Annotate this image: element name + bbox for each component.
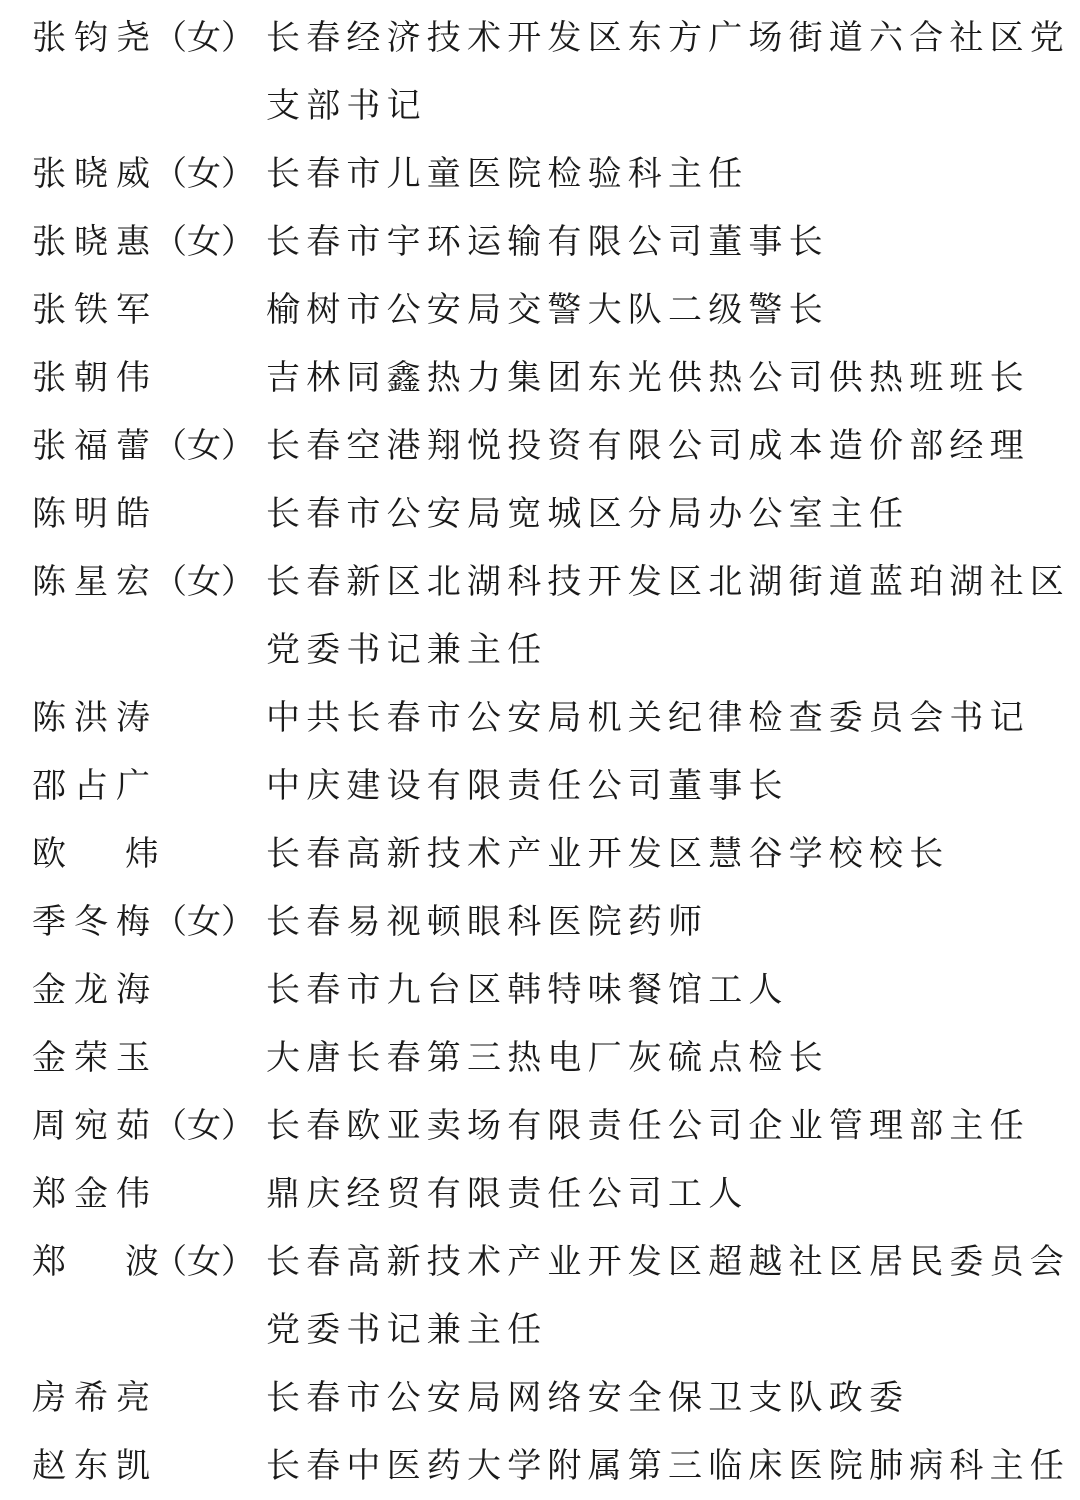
person-name: 张铁军: [32, 290, 158, 330]
person-name-char: 郑: [32, 1242, 66, 1282]
job-title: 长春经济技术开发区东方广场街道六合社区党: [266, 18, 1070, 58]
list-item: [0, 820, 1080, 888]
list-item: [0, 480, 1080, 548]
gender-note: （女）: [153, 154, 255, 194]
job-title: 长春欧亚卖场有限责任公司企业管理部主任: [266, 1106, 1030, 1146]
list-item: [0, 548, 1080, 684]
person-name: 季冬梅: [32, 902, 158, 942]
person-name: 陈星宏: [32, 562, 158, 602]
person-name: 陈洪涛: [32, 698, 158, 738]
job-title: 长春市九台区韩特味餐馆工人: [266, 970, 789, 1010]
person-name: 张晓威: [32, 154, 158, 194]
list-item: [0, 888, 1080, 956]
gender-note: （女）: [153, 902, 255, 942]
job-title: 长春空港翔悦投资有限公司成本造价部经理: [266, 426, 1030, 466]
gender-note: （女）: [153, 1242, 255, 1282]
list-item: [0, 276, 1080, 344]
list-item: [0, 1160, 1080, 1228]
list-item: [0, 4, 1080, 140]
person-name-char: 波: [125, 1242, 159, 1282]
job-title: 长春中医药大学附属第三临床医院肺病科主任: [266, 1446, 1070, 1486]
list-item: [0, 140, 1080, 208]
entry-line: [0, 140, 1080, 208]
job-title: 榆树市公安局交警大队二级警长: [266, 290, 829, 330]
job-title: 长春市公安局网络安全保卫支队政委: [266, 1378, 910, 1418]
job-title: 长春新区北湖科技开发区北湖街道蓝珀湖社区: [266, 562, 1070, 602]
entry-line: [0, 1228, 1080, 1296]
entry-line: [0, 4, 1080, 72]
job-title: 党委书记兼主任: [266, 630, 548, 670]
entry-line: [0, 1160, 1080, 1228]
entry-line: [0, 1364, 1080, 1432]
person-name: 房希亮: [32, 1378, 158, 1418]
gender-note: （女）: [153, 562, 255, 602]
person-name: 郑金伟: [32, 1174, 158, 1214]
person-name: 张钧尧: [32, 18, 158, 58]
entry-line: [0, 1432, 1080, 1500]
list-item: [0, 208, 1080, 276]
entry-continuation-line: [0, 1296, 1080, 1364]
gender-note: （女）: [153, 1106, 255, 1146]
entry-continuation-line: [0, 72, 1080, 140]
job-title: 长春高新技术产业开发区慧谷学校校长: [266, 834, 950, 874]
list-item: [0, 1228, 1080, 1364]
list-item: [0, 684, 1080, 752]
list-item: [0, 752, 1080, 820]
person-name: 赵东凯: [32, 1446, 158, 1486]
job-title: 长春高新技术产业开发区超越社区居民委员会: [266, 1242, 1070, 1282]
job-title: 长春易视顿眼科医院药师: [266, 902, 709, 942]
list-item: [0, 1024, 1080, 1092]
person-name: 陈明皓: [32, 494, 158, 534]
person-name: 周宛茹: [32, 1106, 158, 1146]
job-title: 鼎庆经贸有限责任公司工人: [266, 1174, 749, 1214]
job-title: 中庆建设有限责任公司董事长: [266, 766, 789, 806]
entry-line: [0, 888, 1080, 956]
job-title: 吉林同鑫热力集团东光供热公司供热班班长: [266, 358, 1030, 398]
entry-line: [0, 1092, 1080, 1160]
job-title: 大唐长春第三热电厂灰硫点检长: [266, 1038, 829, 1078]
person-name: 张福蕾: [32, 426, 158, 466]
entry-line: [0, 820, 1080, 888]
entry-line: [0, 276, 1080, 344]
list-item: [0, 1364, 1080, 1432]
gender-note: （女）: [153, 18, 255, 58]
entry-line: [0, 956, 1080, 1024]
entry-line: [0, 344, 1080, 412]
entry-line: [0, 684, 1080, 752]
person-name: 金龙海: [32, 970, 158, 1010]
entry-line: [0, 1024, 1080, 1092]
person-name: 金荣玉: [32, 1038, 158, 1078]
job-title: 中共长春市公安局机关纪律检查委员会书记: [266, 698, 1030, 738]
list-item: [0, 1092, 1080, 1160]
list-item: [0, 956, 1080, 1024]
entry-line: [0, 208, 1080, 276]
job-title: 长春市宇环运输有限公司董事长: [266, 222, 829, 262]
entry-line: [0, 752, 1080, 820]
list-item: [0, 1432, 1080, 1500]
entry-line: [0, 548, 1080, 616]
job-title: 长春市公安局宽城区分局办公室主任: [266, 494, 910, 534]
person-name: 张晓惠: [32, 222, 158, 262]
person-name-char: 炜: [125, 834, 159, 874]
entry-line: [0, 412, 1080, 480]
job-title: 长春市儿童医院检验科主任: [266, 154, 749, 194]
entry-continuation-line: [0, 616, 1080, 684]
job-title: 支部书记: [266, 86, 427, 126]
gender-note: （女）: [153, 426, 255, 466]
person-name: 张朝伟: [32, 358, 158, 398]
person-name: 邵占广: [32, 766, 158, 806]
entry-line: [0, 480, 1080, 548]
gender-note: （女）: [153, 222, 255, 262]
job-title: 党委书记兼主任: [266, 1310, 548, 1350]
list-item: [0, 344, 1080, 412]
list-item: [0, 412, 1080, 480]
person-name-char: 欧: [32, 834, 66, 874]
